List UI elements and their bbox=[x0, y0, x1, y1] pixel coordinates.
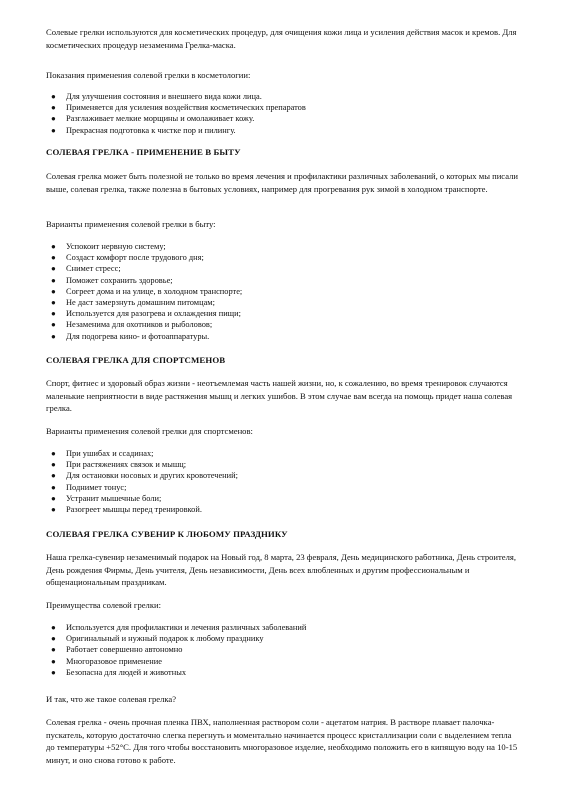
bullet-icon: ● bbox=[51, 331, 56, 341]
list-item: ● Успокоит нервную систему; bbox=[51, 242, 166, 251]
bullet-icon: ● bbox=[51, 460, 56, 470]
bullet-icon: ● bbox=[51, 623, 56, 632]
bullet-icon: ● bbox=[51, 264, 56, 274]
intro-paragraph: Солевые грелки используются для косметических процедур, для очищения кожи лица и усиления действия масок и кремов. Для косметических процедур незаменима Грелка-маска. bbox=[46, 27, 517, 50]
bullet-icon: ● bbox=[51, 656, 56, 666]
sport-label: Варианты применения солевой грелки для спортсменов: bbox=[46, 426, 253, 436]
home-label: Варианты применения солевой грелки в быту: bbox=[46, 219, 216, 229]
list-item: ● Поможет сохранить здоровье; bbox=[51, 275, 173, 285]
bullet-icon: ● bbox=[51, 504, 56, 514]
cosmetic-label: Показания применения солевой грелки в косметологии: bbox=[46, 70, 251, 80]
list-item: ● Для улучшения состояния и внешнего вида кожи лица. bbox=[51, 92, 262, 101]
list-item: ● Используется для профилактики и лечения различных заболеваний bbox=[51, 623, 307, 632]
bullet-icon: ● bbox=[51, 125, 56, 135]
advantages-label: Преимущества солевой грелки: bbox=[46, 600, 162, 610]
bullet-icon: ● bbox=[51, 286, 56, 296]
list-item: ● Прекрасная подготовка к чистке пор и пилингу. bbox=[51, 125, 236, 135]
list-item: ● Согреет дома и на улице, в холодном транспорте; bbox=[51, 286, 243, 296]
list-item: ● Оригинальный и нужный подарок к любому празднику bbox=[51, 634, 264, 644]
final-paragraph: Солевая грелка - очень прочная пленка ПВХ, наполненная раствором соли - ацетатом натрия. В растворе плавает палочка-пускатель, которую достаточно слегка перегнуть и моментально начинается процесс кристаллизации соли с выделением тепла до температуры +52°С. Для того чтобы восстановить многоразовое изделие, необходимо положить его в кипящую воду на 10-15 минут, и оно снова готово к работе. bbox=[46, 717, 518, 765]
list-item: ● При растяжениях связок и мышц; bbox=[51, 460, 187, 470]
bullet-icon: ● bbox=[51, 242, 56, 251]
bullet-icon: ● bbox=[51, 645, 56, 655]
bullet-icon: ● bbox=[51, 309, 56, 319]
gift-paragraph: Наша грелка-сувенир незаменимый подарок на Новый год, 8 марта, 23 февраля, День медицинского работника, День строителя, День рождения Фирмы, День учителя, День независимости, День всех влюбленных и другим профессиональным и общенациональным праздникам. bbox=[46, 552, 516, 587]
gift-heading: СОЛЕВАЯ ГРЕЛКА СУВЕНИР К ЛЮБОМУ ПРАЗДНИКУ bbox=[46, 529, 288, 539]
list-item: ● Разогреет мышцы перед тренировкой. bbox=[51, 504, 202, 514]
bullet-icon: ● bbox=[51, 275, 56, 285]
cosmetic-list bbox=[46, 91, 506, 136]
list-item: ● Работает совершенно автономно bbox=[51, 645, 183, 655]
bullet-icon: ● bbox=[51, 471, 56, 481]
sport-paragraph: Спорт, фитнес и здоровый образ жизни - неотъемлемая часть нашей жизни, но, к сожалению, во время тренировок случаются маленькие неприятности в виде растяжения мышц и легких ушибов. В этом случае вам всегда на помощь придет наша солевая грелка. bbox=[46, 378, 513, 413]
sport-heading: СОЛЕВАЯ ГРЕЛКА ДЛЯ СПОРТСМЕНОВ bbox=[46, 355, 226, 365]
list-item: ● Снимет стресс; bbox=[51, 264, 121, 274]
bullet-icon: ● bbox=[51, 297, 56, 307]
sport-list bbox=[46, 448, 506, 515]
bullet-icon: ● bbox=[51, 493, 56, 503]
list-item: ● Устранит мышечные боли; bbox=[51, 493, 162, 503]
list-item: ● Не даст замерзнуть домашним питомцам; bbox=[51, 297, 215, 307]
bullet-icon: ● bbox=[51, 634, 56, 644]
list-item: ● При ушибах и ссадинах; bbox=[51, 449, 154, 458]
bullet-icon: ● bbox=[51, 253, 56, 263]
bullet-icon: ● bbox=[51, 114, 56, 124]
list-item: ● Разглаживает мелкие морщины и омолаживает кожу. bbox=[51, 114, 255, 124]
bullet-icon: ● bbox=[51, 103, 56, 113]
advantages-list bbox=[46, 622, 506, 678]
list-item: ● Многоразовое применение bbox=[51, 656, 162, 666]
bullet-icon: ● bbox=[51, 449, 56, 458]
list-item: ● Для подогрева кино- и фотоаппаратуры. bbox=[51, 331, 210, 341]
list-item: ● Безопасна для людей и животных bbox=[51, 667, 187, 677]
list-item: ● Применяется для усиления воздействия косметических препаратов bbox=[51, 103, 306, 113]
list-item: ● Создаст комфорт после трудового дня; bbox=[51, 253, 204, 263]
bullet-icon: ● bbox=[51, 92, 56, 101]
bullet-icon: ● bbox=[51, 482, 56, 492]
home-paragraph: Солевая грелка может быть полезной не только во время лечения и профилактики различных заболеваний, о которых мы писали выше, солевая грелка, также полезна в бытовых условиях, например для прогревания рук зимой в холодном транспорте. bbox=[46, 171, 519, 194]
list-item: ● Незаменима для охотников и рыболовов; bbox=[51, 320, 213, 330]
question-line: И так, что же такое солевая грелка? bbox=[46, 694, 177, 704]
bullet-icon: ● bbox=[51, 320, 56, 330]
home-heading: СОЛЕВАЯ ГРЕЛКА - ПРИМЕНЕНИЕ В БЫТУ bbox=[46, 147, 241, 157]
list-item: ● Используется для разогрева и охлаждения пищи; bbox=[51, 309, 241, 319]
list-item: ● Поднимет тонус; bbox=[51, 482, 127, 492]
home-list bbox=[46, 241, 506, 342]
list-item: ● Для остановки носовых и других кровотечений; bbox=[51, 471, 238, 481]
bullet-icon: ● bbox=[51, 667, 56, 677]
